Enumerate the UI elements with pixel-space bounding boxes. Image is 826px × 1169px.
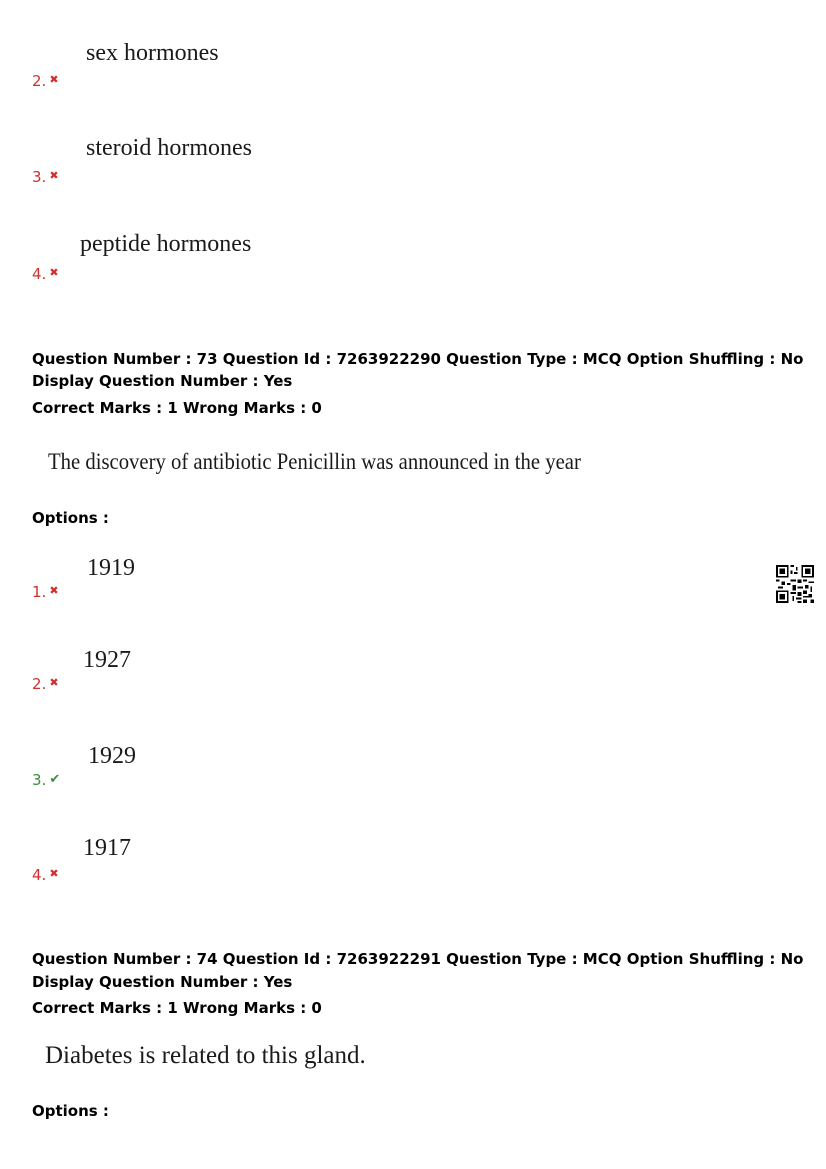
option-number: 3. ✖ bbox=[32, 168, 59, 186]
option-text: 1929 bbox=[88, 743, 136, 769]
option-text: steroid hormones bbox=[86, 135, 252, 161]
option-number: 4. ✖ bbox=[32, 866, 59, 884]
option-number: 2. ✖ bbox=[32, 72, 59, 90]
question-marks: Correct Marks : 1 Wrong Marks : 0 bbox=[32, 999, 322, 1017]
cross-icon: ✖ bbox=[49, 584, 59, 597]
option-text: peptide hormones bbox=[80, 231, 252, 257]
option-number: 3. ✔ bbox=[32, 771, 61, 789]
check-icon: ✔ bbox=[49, 772, 61, 787]
cross-icon: ✖ bbox=[49, 266, 59, 279]
cross-icon: ✖ bbox=[49, 867, 59, 880]
option-text: 1919 bbox=[87, 555, 135, 581]
cross-icon: ✖ bbox=[49, 73, 59, 86]
question-marks: Correct Marks : 1 Wrong Marks : 0 bbox=[32, 399, 322, 417]
cross-icon: ✖ bbox=[49, 169, 59, 182]
cross-icon: ✖ bbox=[49, 676, 59, 689]
question-meta-line2: Display Question Number : Yes bbox=[32, 973, 293, 991]
question-text: The discovery of antibiotic Penicillin was announced in the year bbox=[48, 449, 581, 474]
options-label: Options : bbox=[32, 509, 109, 527]
question-text: Diabetes is related to this gland. bbox=[45, 1042, 366, 1069]
option-text: 1927 bbox=[83, 647, 131, 673]
option-text: 1917 bbox=[83, 835, 131, 861]
options-label: Options : bbox=[32, 1102, 109, 1120]
option-number: 1. ✖ bbox=[32, 583, 59, 601]
option-number: 2. ✖ bbox=[32, 675, 59, 693]
question-meta-line2: Display Question Number : Yes bbox=[32, 372, 293, 390]
qr-code-icon bbox=[776, 565, 814, 607]
question-meta-line1: Question Number : 74 Question Id : 7263922291 Question Type : MCQ Option Shuffling : No bbox=[32, 950, 804, 968]
question-meta-line1: Question Number : 73 Question Id : 7263922290 Question Type : MCQ Option Shuffling : No bbox=[32, 350, 804, 368]
option-number: 4. ✖ bbox=[32, 265, 59, 283]
option-text: sex hormones bbox=[86, 40, 219, 66]
